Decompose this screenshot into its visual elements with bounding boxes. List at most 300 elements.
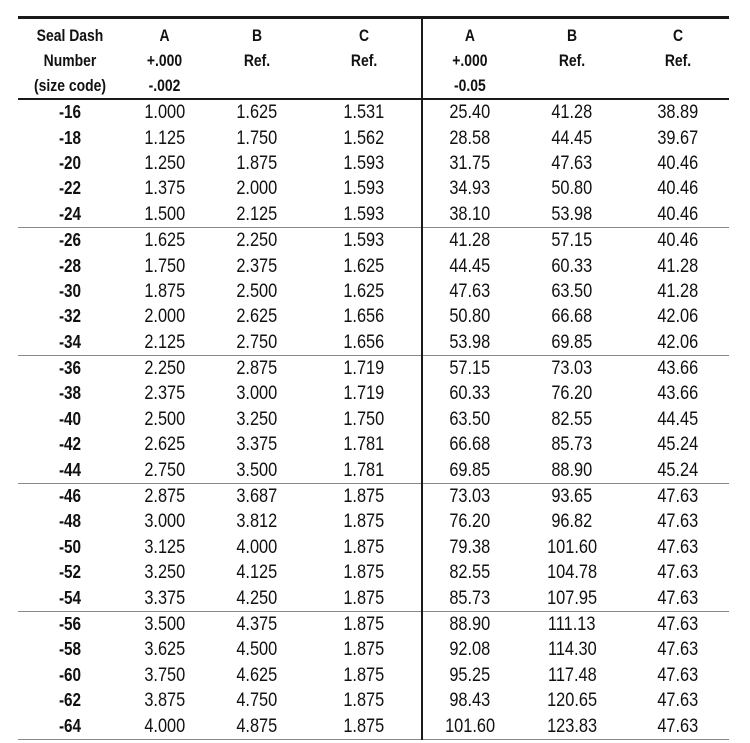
cell-seal-dash-number <box>18 483 122 509</box>
header-line: Ref. <box>664 51 692 70</box>
table-row <box>18 355 729 381</box>
cell-inch-a <box>122 125 207 150</box>
cell-inch-c <box>307 585 422 611</box>
cell-value: 39.67 <box>657 127 699 149</box>
cell-value: 1.593 <box>343 203 385 225</box>
cell-inch-a <box>122 585 207 611</box>
cell-seal-dash-number <box>18 227 122 253</box>
cell-value: 1.875 <box>343 715 385 737</box>
cell-value: 4.750 <box>236 690 278 712</box>
cell-metric-b <box>517 483 627 509</box>
header-line <box>527 73 617 98</box>
table-row <box>18 279 729 304</box>
cell-inch-c <box>307 176 422 201</box>
cell-inch-b <box>207 381 307 406</box>
cell-value: 73.03 <box>551 358 593 380</box>
cell-value: 28.58 <box>449 127 491 149</box>
cell-metric-c <box>627 663 729 688</box>
cell-inch-c <box>307 535 422 560</box>
cell-value: -20 <box>58 152 82 173</box>
cell-metric-a <box>422 560 517 585</box>
cell-inch-a <box>122 483 207 509</box>
cell-inch-b <box>207 125 307 150</box>
cell-metric-b <box>517 125 627 150</box>
cell-inch-b <box>207 585 307 611</box>
cell-value: 82.55 <box>449 562 491 584</box>
cell-metric-b <box>517 202 627 228</box>
cell-value: 1.500 <box>144 203 185 225</box>
cell-value: 4.375 <box>236 614 278 635</box>
cell-value: 44.45 <box>449 255 491 277</box>
cell-value: 1.719 <box>343 358 385 380</box>
cell-inch-b <box>207 713 307 739</box>
cell-inch-b <box>207 611 307 637</box>
cell-value: 63.50 <box>449 408 491 430</box>
cell-value: 76.20 <box>449 511 491 533</box>
cell-value: 76.20 <box>551 383 593 405</box>
cell-seal-dash-number <box>18 535 122 560</box>
header-line: Ref. <box>558 51 586 70</box>
header-line: +.000 <box>146 51 183 70</box>
cell-metric-c <box>627 637 729 662</box>
cell-value: 2.250 <box>236 230 278 252</box>
cell-metric-b <box>517 457 627 483</box>
cell-value: 1.750 <box>236 127 278 149</box>
cell-value: 1.750 <box>144 255 185 277</box>
cell-value: 117.48 <box>547 664 597 686</box>
cell-value: -52 <box>58 562 82 583</box>
cell-value: -64 <box>58 715 82 736</box>
header-line <box>216 73 298 98</box>
table-row <box>18 611 729 637</box>
cell-value: -34 <box>58 331 82 352</box>
cell-value: 41.28 <box>449 230 491 252</box>
cell-metric-a <box>422 279 517 304</box>
cell-value: 1.000 <box>144 102 185 124</box>
cell-value: 2.500 <box>144 408 185 430</box>
cell-metric-b <box>517 509 627 534</box>
cell-value: -58 <box>58 639 82 660</box>
cell-seal-dash-number <box>18 663 122 688</box>
cell-seal-dash-number <box>18 637 122 662</box>
cell-value: 88.90 <box>449 614 491 635</box>
cell-value: 53.98 <box>551 203 593 225</box>
cell-metric-b <box>517 688 627 713</box>
cell-value: 43.66 <box>657 358 699 380</box>
cell-value: -38 <box>58 383 82 404</box>
cell-value: 1.562 <box>343 127 385 149</box>
cell-value: -30 <box>58 280 82 301</box>
cell-inch-a <box>122 227 207 253</box>
cell-value: 3.000 <box>236 383 278 405</box>
cell-value: 98.43 <box>449 690 491 712</box>
header-inch-a <box>130 18 200 100</box>
cell-metric-a <box>422 483 517 509</box>
cell-value: -16 <box>58 102 82 123</box>
cell-metric-a <box>422 457 517 483</box>
cell-value: 2.125 <box>236 203 278 225</box>
cell-value: 2.875 <box>236 358 278 380</box>
cell-inch-b <box>207 99 307 125</box>
cell-metric-c <box>627 688 729 713</box>
cell-metric-b <box>517 253 627 278</box>
cell-value: 3.687 <box>236 486 278 508</box>
cell-value: 3.875 <box>144 690 185 712</box>
cell-value: 2.750 <box>144 459 185 481</box>
cell-value: 45.24 <box>657 459 699 481</box>
cell-metric-c <box>627 483 729 509</box>
cell-value: 3.250 <box>144 562 185 584</box>
cell-metric-a <box>422 663 517 688</box>
cell-value: 1.625 <box>144 230 185 252</box>
cell-value: 1.750 <box>343 408 385 430</box>
cell-value: 1.656 <box>343 306 385 328</box>
cell-value: 1.625 <box>343 280 385 302</box>
cell-value: -54 <box>58 587 82 608</box>
cell-value: -24 <box>58 203 82 224</box>
header-row <box>18 18 729 100</box>
cell-value: 3.375 <box>236 434 278 456</box>
table-row <box>18 509 729 534</box>
cell-inch-c <box>307 99 422 125</box>
cell-inch-c <box>307 253 422 278</box>
cell-value: 47.63 <box>657 486 699 508</box>
table-row <box>18 483 729 509</box>
cell-value: 4.500 <box>236 639 278 661</box>
cell-metric-a <box>422 202 517 228</box>
cell-inch-c <box>307 304 422 329</box>
cell-inch-c <box>307 407 422 432</box>
cell-inch-a <box>122 355 207 381</box>
cell-inch-c <box>307 713 422 739</box>
cell-metric-c <box>627 125 729 150</box>
cell-value: 1.875 <box>343 690 385 712</box>
table-row <box>18 381 729 406</box>
header-line: B <box>251 26 263 45</box>
cell-metric-c <box>627 355 729 381</box>
table-row <box>18 227 729 253</box>
cell-value: 45.24 <box>657 434 699 456</box>
cell-value: 40.46 <box>657 203 699 225</box>
cell-value: 1.875 <box>343 536 385 558</box>
table-row <box>18 202 729 228</box>
cell-metric-c <box>627 253 729 278</box>
cell-value: 47.63 <box>657 690 699 712</box>
header-line: Ref. <box>350 51 378 70</box>
cell-value: 4.000 <box>144 715 185 737</box>
cell-metric-c <box>627 381 729 406</box>
cell-value: -62 <box>58 690 82 711</box>
cell-inch-b <box>207 407 307 432</box>
cell-value: 2.625 <box>144 434 185 456</box>
cell-value: 2.125 <box>144 331 185 353</box>
cell-seal-dash-number <box>18 457 122 483</box>
seal-dimension-sheet <box>18 16 729 740</box>
cell-metric-b <box>517 535 627 560</box>
table-header <box>18 18 729 100</box>
cell-value: 1.125 <box>144 127 185 149</box>
cell-value: 1.719 <box>343 383 385 405</box>
cell-metric-a <box>422 713 517 739</box>
cell-value: 104.78 <box>547 562 597 584</box>
cell-value: 1.875 <box>343 511 385 533</box>
cell-value: 2.000 <box>236 178 278 200</box>
cell-value: 38.89 <box>657 102 699 124</box>
cell-value: 47.63 <box>657 536 699 558</box>
cell-value: 57.15 <box>551 230 593 252</box>
cell-value: 47.63 <box>449 280 491 302</box>
cell-seal-dash-number <box>18 125 122 150</box>
cell-value: 40.46 <box>657 230 699 252</box>
cell-metric-b <box>517 151 627 176</box>
cell-value: 1.875 <box>343 562 385 584</box>
seal-dimension-table <box>18 16 729 740</box>
cell-value: 1.593 <box>343 152 385 174</box>
cell-value: 85.73 <box>449 587 491 609</box>
cell-value: 1.875 <box>343 587 385 609</box>
cell-inch-a <box>122 407 207 432</box>
cell-inch-c <box>307 202 422 228</box>
cell-value: -36 <box>58 358 82 379</box>
cell-inch-b <box>207 483 307 509</box>
cell-metric-b <box>517 330 627 356</box>
cell-inch-c <box>307 151 422 176</box>
cell-seal-dash-number <box>18 611 122 637</box>
cell-inch-c <box>307 663 422 688</box>
cell-inch-b <box>207 253 307 278</box>
cell-value: 47.63 <box>657 587 699 609</box>
cell-value: 3.500 <box>144 614 185 635</box>
cell-value: 69.85 <box>449 459 491 481</box>
cell-value: 60.33 <box>449 383 491 405</box>
cell-value: 41.28 <box>657 280 699 302</box>
cell-inch-c <box>307 432 422 457</box>
cell-inch-b <box>207 560 307 585</box>
cell-value: -28 <box>58 255 82 276</box>
table-row <box>18 457 729 483</box>
cell-value: 73.03 <box>449 486 491 508</box>
cell-value: 79.38 <box>449 536 491 558</box>
cell-metric-c <box>627 509 729 534</box>
cell-inch-c <box>307 457 422 483</box>
cell-inch-c <box>307 483 422 509</box>
cell-value: 47.63 <box>551 152 593 174</box>
cell-value: 34.93 <box>449 178 491 200</box>
cell-seal-dash-number <box>18 407 122 432</box>
header-line: C <box>672 26 684 45</box>
cell-value: 43.66 <box>657 383 699 405</box>
cell-value: 4.125 <box>236 562 278 584</box>
header-line <box>636 73 720 98</box>
cell-metric-c <box>627 330 729 356</box>
table-row <box>18 432 729 457</box>
cell-metric-a <box>422 585 517 611</box>
cell-inch-a <box>122 535 207 560</box>
cell-metric-b <box>517 176 627 201</box>
cell-inch-a <box>122 330 207 356</box>
header-line: +.000 <box>452 51 488 70</box>
cell-metric-b <box>517 637 627 662</box>
cell-metric-c <box>627 457 729 483</box>
cell-value: 57.15 <box>449 358 491 380</box>
table-row <box>18 330 729 356</box>
cell-value: 42.06 <box>657 331 699 353</box>
header-line: B <box>566 26 578 45</box>
cell-value: 1.781 <box>343 434 385 456</box>
cell-inch-b <box>207 202 307 228</box>
cell-value: 111.13 <box>548 614 596 635</box>
table-row <box>18 585 729 611</box>
cell-value: 1.593 <box>343 178 385 200</box>
cell-metric-a <box>422 611 517 637</box>
cell-seal-dash-number <box>18 176 122 201</box>
cell-metric-c <box>627 560 729 585</box>
cell-seal-dash-number <box>18 509 122 534</box>
cell-seal-dash-number <box>18 381 122 406</box>
table-row <box>18 304 729 329</box>
cell-metric-b <box>517 611 627 637</box>
cell-inch-b <box>207 304 307 329</box>
cell-inch-c <box>307 560 422 585</box>
cell-value: -44 <box>58 459 82 480</box>
cell-inch-c <box>307 509 422 534</box>
cell-value: 2.625 <box>236 306 278 328</box>
cell-value: 2.375 <box>236 255 278 277</box>
cell-value: 47.63 <box>657 562 699 584</box>
cell-value: 63.50 <box>551 280 593 302</box>
cell-metric-c <box>627 713 729 739</box>
cell-inch-a <box>122 253 207 278</box>
cell-seal-dash-number <box>18 330 122 356</box>
cell-metric-a <box>422 99 517 125</box>
cell-value: -60 <box>58 664 82 685</box>
cell-metric-c <box>627 202 729 228</box>
cell-value: 4.000 <box>236 536 278 558</box>
cell-metric-c <box>627 227 729 253</box>
cell-value: 50.80 <box>449 306 491 328</box>
cell-metric-b <box>517 585 627 611</box>
header-line: Seal Dash <box>36 26 104 45</box>
cell-seal-dash-number <box>18 432 122 457</box>
cell-value: 1.875 <box>144 280 185 302</box>
cell-inch-b <box>207 176 307 201</box>
cell-seal-dash-number <box>18 253 122 278</box>
cell-value: 42.06 <box>657 306 699 328</box>
cell-metric-b <box>517 99 627 125</box>
cell-inch-a <box>122 432 207 457</box>
cell-metric-b <box>517 432 627 457</box>
cell-inch-a <box>122 688 207 713</box>
cell-value: 1.531 <box>343 102 385 124</box>
cell-inch-a <box>122 99 207 125</box>
cell-metric-a <box>422 253 517 278</box>
cell-value: 95.25 <box>449 664 491 686</box>
cell-inch-b <box>207 330 307 356</box>
cell-metric-b <box>517 227 627 253</box>
table-body <box>18 99 729 739</box>
cell-value: 1.875 <box>343 486 385 508</box>
cell-metric-c <box>627 407 729 432</box>
table-row <box>18 99 729 125</box>
cell-metric-b <box>517 304 627 329</box>
cell-inch-a <box>122 457 207 483</box>
header-line: -0.05 <box>454 76 486 95</box>
cell-inch-c <box>307 688 422 713</box>
header-line: Ref. <box>243 51 271 70</box>
cell-inch-c <box>307 381 422 406</box>
cell-metric-a <box>422 176 517 201</box>
header-line: A <box>159 26 170 45</box>
cell-value: 92.08 <box>449 639 491 661</box>
cell-seal-dash-number <box>18 99 122 125</box>
cell-value: 1.875 <box>343 614 385 635</box>
cell-metric-a <box>422 432 517 457</box>
cell-value: 1.781 <box>343 459 385 481</box>
cell-inch-b <box>207 432 307 457</box>
cell-value: 60.33 <box>551 255 593 277</box>
cell-value: -26 <box>58 230 82 251</box>
cell-value: -48 <box>58 511 82 532</box>
cell-metric-a <box>422 125 517 150</box>
cell-metric-c <box>627 279 729 304</box>
cell-value: 41.28 <box>657 255 699 277</box>
cell-value: 3.000 <box>144 511 185 533</box>
cell-value: 50.80 <box>551 178 593 200</box>
header-metric-b <box>527 18 617 100</box>
cell-metric-b <box>517 663 627 688</box>
table-row <box>18 713 729 739</box>
cell-value: 82.55 <box>551 408 593 430</box>
cell-inch-b <box>207 227 307 253</box>
cell-value: 3.250 <box>236 408 278 430</box>
cell-inch-a <box>122 509 207 534</box>
cell-value: 2.875 <box>144 486 185 508</box>
cell-value: 4.625 <box>236 664 278 686</box>
cell-value: 3.500 <box>236 459 278 481</box>
cell-metric-c <box>627 611 729 637</box>
cell-inch-c <box>307 227 422 253</box>
header-line: (size code) <box>33 76 107 95</box>
cell-value: 2.500 <box>236 280 278 302</box>
cell-value: -18 <box>58 127 82 148</box>
header-inch-b <box>216 18 298 100</box>
cell-inch-a <box>122 304 207 329</box>
cell-inch-b <box>207 355 307 381</box>
cell-inch-a <box>122 611 207 637</box>
cell-inch-b <box>207 509 307 534</box>
cell-seal-dash-number <box>18 585 122 611</box>
table-row <box>18 688 729 713</box>
cell-value: 2.375 <box>144 383 185 405</box>
cell-seal-dash-number <box>18 560 122 585</box>
cell-metric-b <box>517 560 627 585</box>
cell-metric-a <box>422 535 517 560</box>
cell-metric-c <box>627 304 729 329</box>
cell-value: 88.90 <box>551 459 593 481</box>
cell-value: 47.63 <box>657 639 699 661</box>
cell-seal-dash-number <box>18 151 122 176</box>
cell-value: 1.875 <box>236 152 278 174</box>
cell-value: 47.63 <box>657 614 699 635</box>
cell-value: 101.60 <box>547 536 597 558</box>
cell-value: 69.85 <box>551 331 593 353</box>
cell-inch-a <box>122 151 207 176</box>
cell-value: 4.250 <box>236 587 278 609</box>
cell-metric-a <box>422 688 517 713</box>
cell-metric-a <box>422 509 517 534</box>
cell-metric-c <box>627 585 729 611</box>
header-metric-a <box>431 18 509 100</box>
